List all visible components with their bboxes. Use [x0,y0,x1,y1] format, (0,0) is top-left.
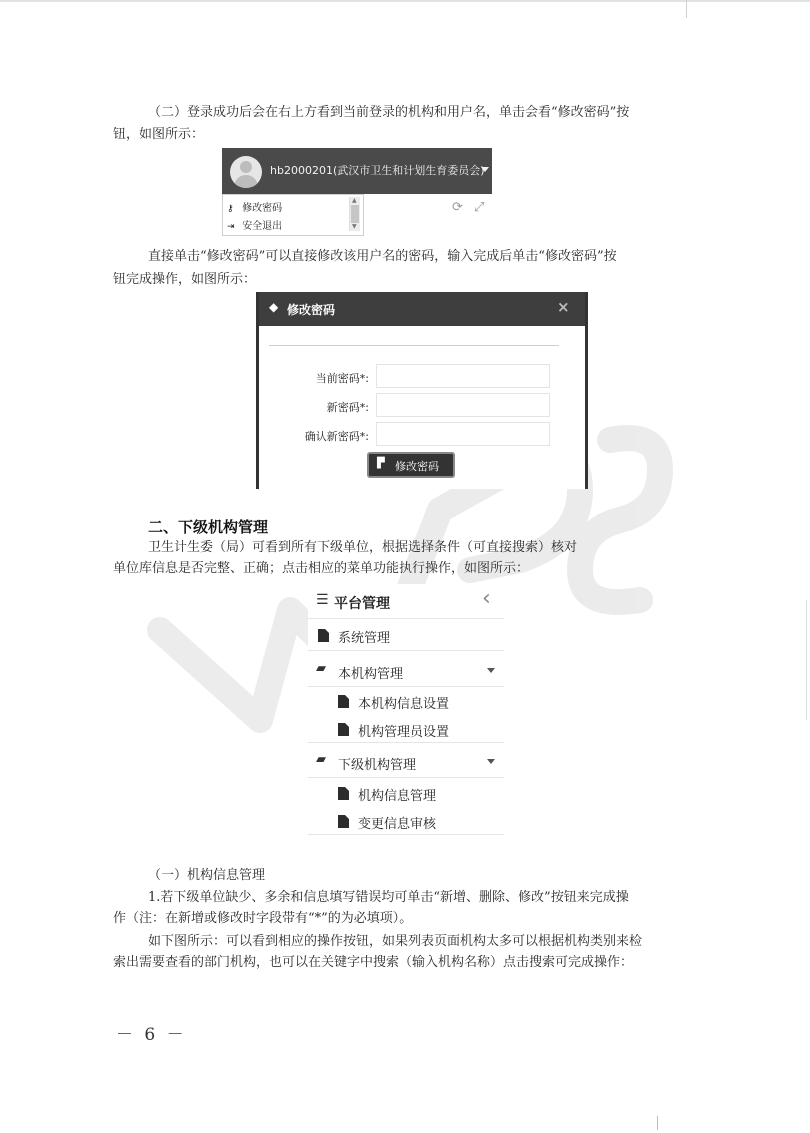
user-bar[interactable] [222,148,492,194]
key-icon: ⚷ [227,204,234,214]
chevron-down-icon [487,668,495,673]
file-icon [338,815,349,828]
sidebar-item-own-org[interactable] [308,656,504,687]
sidebar-subitem-org-admin[interactable] [308,716,504,743]
collapse-sidebar-icon[interactable]: ‹ [482,586,491,611]
scroll-thumb[interactable] [351,205,359,223]
logout-icon: ⇥ [227,222,235,232]
paragraph-line: 钮，如图所示： [113,127,205,142]
user-menu [222,194,364,236]
change-password-dialog [256,292,588,489]
sidebar-item-label: 系统管理 [338,631,391,646]
sidebar-item-label: 本机构管理 [338,667,404,682]
paragraph-line: 直接单击“修改密码”可以直接修改该用户名的密码，输入完成后单击“修改密码”按 [148,249,617,264]
expand-icon[interactable]: ⤢ [474,200,485,215]
scan-edge-line [806,600,807,720]
file-icon [338,695,349,708]
subsection-heading: （一）机构信息管理 [148,868,266,883]
paragraph-line: 索出需要查看的部门机构，也可以在关键字中搜索（输入机构名称）点击搜索可完成操作： [113,955,634,970]
paragraph-line: 单位库信息是否完整、正确；点击相应的菜单功能执行操作，如图所示： [113,561,530,576]
menu-item-label: 安全退出 [242,221,283,232]
scroll-up-icon: ▲ [352,197,357,204]
sidebar-item-label: 本机构信息设置 [358,697,450,712]
paragraph-login-intro [148,103,708,123]
paragraph-line: 作（注：在新增或修改时字段带有“*”的为必填项）。 [113,911,413,926]
sidebar-item-label: 机构管理员设置 [358,725,450,740]
refresh-icon[interactable]: ⟳ [452,200,463,215]
file-icon [338,787,349,800]
paragraph-line: 如下图所示：可以看到相应的操作按钮，如果列表页面机构太多可以根据机构类别来检 [148,934,643,949]
button-label: 修改密码 [395,460,439,473]
scroll-down-icon: ▼ [352,223,357,230]
dialog-header [259,292,585,326]
confirm-password-label: 确认新密码*: [304,430,369,443]
divider [269,345,559,346]
menu-item-change-password[interactable] [227,199,282,217]
change-password-button[interactable] [367,452,455,478]
paragraph-line: 钮完成操作，如图所示： [113,272,257,287]
sidebar-subitem-change-review[interactable] [308,808,504,835]
edit-icon: ▛ [377,458,385,469]
paragraph-line: 卫生计生委（局）可看到所有下级单位，根据选择条件（可直接搜索）核对 [148,540,578,555]
nav-header [308,584,504,619]
sidebar-item-label: 变更信息审核 [358,817,437,832]
menu-scrollbar[interactable] [349,197,360,231]
username-label: hb2000201(武汉市卫生和计划生育委员会) [270,164,485,177]
folder-open-icon: ▰ [316,752,326,767]
user-dropdown-screenshot [222,148,492,230]
sidebar-item-label: 下级机构管理 [338,758,417,773]
confirm-password-field[interactable] [376,422,550,446]
avatar [230,156,262,188]
folder-open-icon: ▰ [316,661,326,676]
database-icon: ☰ [316,592,329,608]
sidebar-subitem-own-org-info[interactable] [308,688,504,714]
sidebar-subitem-org-info[interactable] [308,780,504,806]
scan-edge-line [657,1116,658,1130]
chevron-down-icon [481,167,489,172]
dialog-title: 修改密码 [287,303,336,317]
scan-edge-line [0,0,810,2]
scan-edge-line [686,0,687,18]
current-password-label: 当前密码*: [315,372,369,385]
close-icon[interactable]: × [557,298,570,316]
chevron-down-icon [487,759,495,764]
section-heading: 二、下级机构管理 [148,518,269,536]
menu-item-label: 修改密码 [242,203,283,214]
menu-item-logout[interactable] [227,217,282,235]
sidebar-item-label: 机构信息管理 [358,789,437,804]
new-password-field[interactable] [376,393,550,417]
paragraph-line: 1.若下级单位缺少、多余和信息填写错误均可单击“新增、删除、修改”按钮来完成操 [148,890,629,905]
new-password-label: 新密码*: [326,401,369,414]
sidebar-nav-screenshot [308,584,504,838]
paragraph-line: （二）登录成功后会在右上方看到当前登录的机构和用户名，单击会看“修改密码”按 [148,105,630,120]
file-icon [318,629,329,642]
current-password-field[interactable] [376,364,550,388]
sidebar-item-sub-org[interactable] [308,747,504,778]
page-number: － 6 － [116,1025,187,1045]
tag-icon: ◆ [269,300,279,314]
nav-header-label: 平台管理 [334,596,390,612]
file-icon [338,723,349,736]
sidebar-item-system[interactable] [308,620,504,651]
